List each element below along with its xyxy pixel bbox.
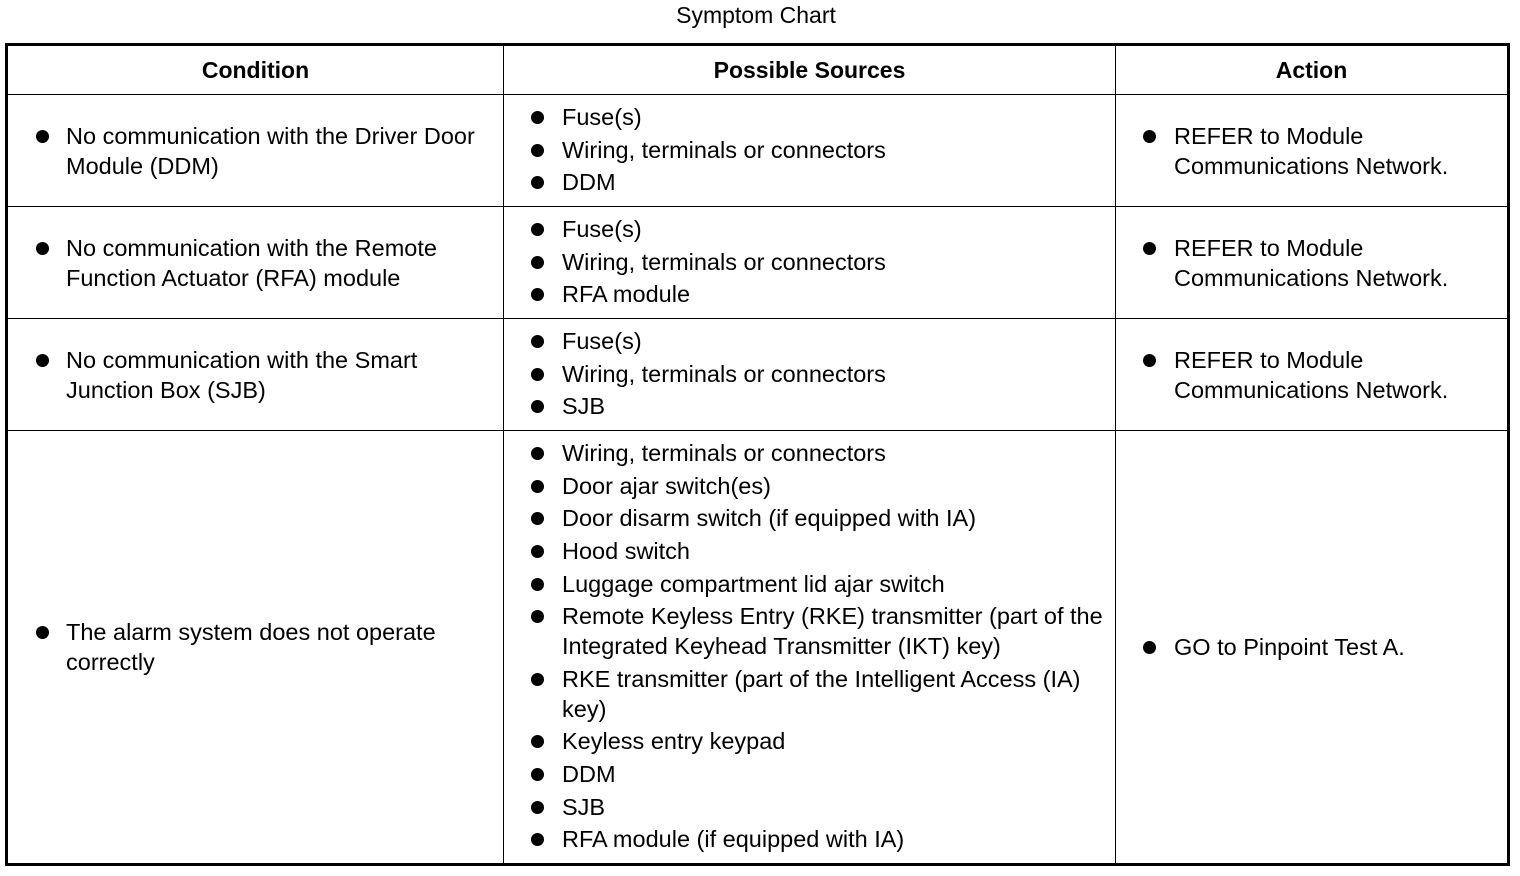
source-text: Wiring, terminals or connectors (562, 136, 886, 163)
source-text: Hood switch (562, 538, 690, 565)
bullet-icon (1143, 354, 1156, 367)
source-text: SJB (562, 793, 606, 820)
condition-item (8, 121, 503, 181)
action-text: REFER to Module Communications Network. (1174, 122, 1449, 179)
source-text: Fuse(s) (562, 104, 642, 131)
bullet-icon (531, 111, 544, 124)
condition-header: Condition (7, 45, 504, 95)
bullet-icon (36, 242, 49, 255)
bullet-icon (531, 545, 544, 558)
action-header: Action (1116, 45, 1509, 95)
sources-header: Possible Sources (504, 45, 1116, 95)
condition-text: The alarm system does not operate correctly (66, 619, 436, 675)
action-item (1116, 632, 1507, 662)
table-row (7, 431, 1509, 865)
source-item (504, 438, 1115, 468)
action-cell (1116, 95, 1509, 207)
source-item (504, 569, 1115, 599)
source-text: Wiring, terminals or connectors (562, 360, 886, 387)
condition-cell (7, 207, 504, 319)
bullet-icon (531, 288, 544, 301)
source-text: Fuse(s) (562, 216, 642, 243)
bullet-icon (531, 768, 544, 781)
condition-cell (7, 95, 504, 207)
source-item (504, 792, 1115, 822)
source-item (504, 167, 1115, 197)
action-text: GO to Pinpoint Test A. (1174, 634, 1405, 660)
bullet-icon (531, 335, 544, 348)
source-text: RFA module (if equipped with IA) (562, 826, 905, 853)
sources-cell (504, 319, 1116, 431)
source-text: Luggage compartment lid ajar switch (562, 570, 945, 597)
table-row (7, 207, 1509, 319)
sources-cell (504, 207, 1116, 319)
source-item (504, 214, 1115, 244)
source-text: Wiring, terminals or connectors (562, 440, 886, 467)
action-item (1116, 121, 1507, 181)
source-item (504, 471, 1115, 501)
source-text: Fuse(s) (562, 328, 642, 355)
action-text: REFER to Module Communications Network. (1174, 234, 1449, 291)
source-item (504, 102, 1115, 132)
condition-cell (7, 319, 504, 431)
bullet-icon (36, 130, 49, 143)
bullet-icon (531, 610, 544, 623)
source-text: Wiring, terminals or connectors (562, 248, 886, 275)
bullet-icon (1143, 242, 1156, 255)
table-row (7, 95, 1509, 207)
source-text: SJB (562, 393, 606, 420)
bullet-icon (531, 223, 544, 236)
symptom-table (5, 43, 1510, 866)
sources-cell (504, 431, 1116, 865)
bullet-icon (1143, 641, 1156, 654)
source-item (504, 759, 1115, 789)
sources-cell (504, 95, 1116, 207)
condition-text: No communication with the Remote Function Actuator (RFA) module (66, 234, 437, 291)
source-text: Door disarm switch (if equipped with IA) (562, 505, 977, 532)
bullet-icon (531, 833, 544, 846)
condition-text: No communication with the Driver Door Module (DDM) (66, 122, 475, 179)
bullet-icon (531, 144, 544, 157)
bullet-icon (531, 256, 544, 269)
condition-cell (7, 431, 504, 865)
action-cell (1116, 319, 1509, 431)
bullet-icon (36, 626, 49, 639)
source-item (504, 536, 1115, 566)
action-cell (1116, 207, 1509, 319)
source-item (504, 247, 1115, 277)
bullet-icon (36, 354, 49, 367)
bullet-icon (531, 176, 544, 189)
source-item (504, 601, 1115, 661)
action-cell (1116, 431, 1509, 865)
action-text: REFER to Module Communications Network. (1174, 346, 1449, 403)
bullet-icon (531, 400, 544, 413)
source-text: DDM (562, 169, 616, 196)
source-item (504, 135, 1115, 165)
condition-item (8, 345, 503, 405)
source-text: Remote Keyless Entry (RKE) transmitter (part of the Integrated Keyhead Transmitter (IKT) key) (562, 603, 1103, 660)
source-item (504, 664, 1115, 724)
bullet-icon (531, 801, 544, 814)
source-item (504, 824, 1115, 854)
source-item (504, 391, 1115, 421)
source-item (504, 503, 1115, 533)
header-row (7, 45, 1509, 95)
bullet-icon (531, 735, 544, 748)
table-row (7, 319, 1509, 431)
bullet-icon (531, 480, 544, 493)
bullet-icon (531, 512, 544, 525)
source-text: Keyless entry keypad (562, 728, 786, 755)
source-item (504, 359, 1115, 389)
condition-item (8, 233, 503, 293)
condition-item (8, 617, 503, 677)
chart-title: Symptom Chart (676, 2, 836, 28)
source-item (504, 726, 1115, 756)
bullet-icon (531, 368, 544, 381)
source-text: RFA module (562, 281, 691, 308)
bullet-icon (531, 673, 544, 686)
bullet-icon (531, 578, 544, 591)
source-text: DDM (562, 760, 616, 787)
bullet-icon (531, 447, 544, 460)
action-item (1116, 233, 1507, 293)
source-item (504, 326, 1115, 356)
action-item (1116, 345, 1507, 405)
source-item (504, 279, 1115, 309)
source-text: Door ajar switch(es) (562, 472, 771, 499)
source-text: RKE transmitter (part of the Intelligent Access (IA) key) (562, 665, 1081, 722)
bullet-icon (1143, 130, 1156, 143)
condition-text: No communication with the Smart Junction Box (SJB) (66, 346, 418, 403)
